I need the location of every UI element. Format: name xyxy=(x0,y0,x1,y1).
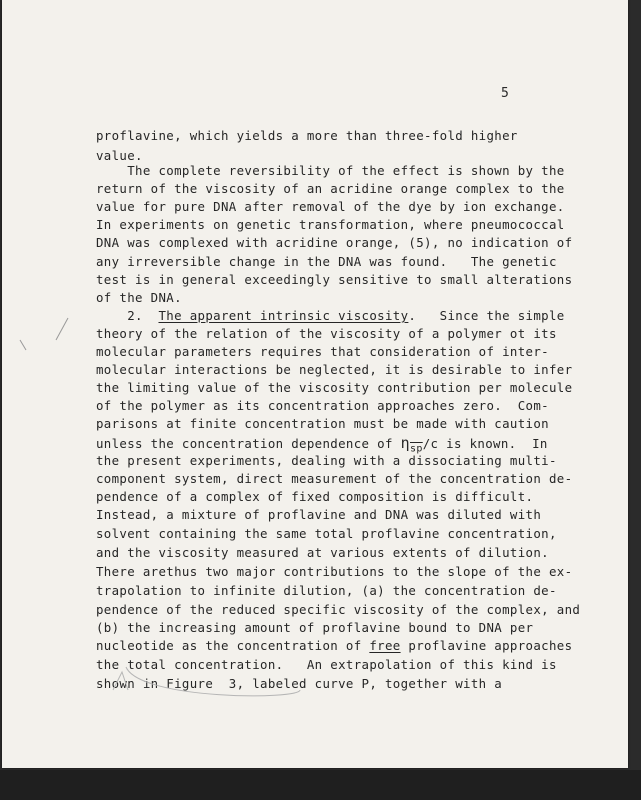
text-line: The complete reversibility of the effect is shown by the xyxy=(96,163,565,178)
text-line: pendence of the reduced specific viscosity of the complex, and xyxy=(96,602,581,617)
spec-text-after: /c is known. In xyxy=(422,436,548,451)
text-line: trapolation to infinite dilution, (a) the concentration de- xyxy=(96,583,557,598)
text-line xyxy=(96,640,572,652)
text-line: DNA was complexed with acridine orange, (5), no indication of xyxy=(96,235,573,250)
text-line: return of the viscosity of an acridine orange complex to the xyxy=(96,181,565,196)
text-line: of the DNA. xyxy=(96,290,182,305)
text-line: component system, direct measurement of the concentration de- xyxy=(96,471,573,486)
text-line: In experiments on genetic transformation, where pneumococcal xyxy=(96,217,565,232)
text-line xyxy=(96,436,548,454)
text-line: theory of the relation of the viscosity of a polymer ot its xyxy=(96,326,557,341)
text-line: value. xyxy=(96,148,143,163)
text-line: any irreversible change in the DNA was found. The genetic xyxy=(96,254,557,269)
text-line: solvent containing the same total proflavine concentration, xyxy=(96,526,557,541)
text-line: test is in general exceedingly sensitive to small alterations xyxy=(96,272,573,287)
text-line: (b) the increasing amount of proflavine bound to DNA per xyxy=(96,620,534,635)
text-line: proflavine, which yields a more than three-fold higher xyxy=(96,128,518,143)
free-word: free xyxy=(369,638,401,653)
text-line: the total concentration. An extrapolation of this kind is xyxy=(96,657,557,672)
text-line: Instead, a mixture of proflavine and DNA was diluted with xyxy=(96,507,542,522)
text-line: There arethus two major contributions to the slope of the ex- xyxy=(96,564,573,579)
spec-text-before: unless the concentration dependence of xyxy=(96,436,401,451)
section-number: 2. xyxy=(96,308,159,323)
text-line: shown in Figure 3, labeled curve P, together with a xyxy=(96,676,503,691)
text-line: the present experiments, dealing with a dissociating multi- xyxy=(96,453,557,468)
text-line xyxy=(96,310,565,322)
text-line: of the polymer as its concentration approaches zero. Com- xyxy=(96,398,549,413)
text-line: the limiting value of the viscosity contribution per molecule xyxy=(96,380,573,395)
text-line: molecular interactions be neglected, it is desirable to infer xyxy=(96,362,573,377)
text-line: molecular parameters requires that consideration of inter- xyxy=(96,344,549,359)
text-line: and the viscosity measured at various extents of dilution. xyxy=(96,545,549,560)
eta-subscript: sp xyxy=(409,443,423,455)
free-text-after: proflavine approaches xyxy=(400,638,573,653)
page-number: 5 xyxy=(501,86,510,101)
free-text-before: nucleotide as the concentration of xyxy=(96,638,370,653)
text-line: value for pure DNA after removal of the dye by ion exchange. xyxy=(96,199,565,214)
section-heading: The apparent intrinsic viscosity xyxy=(158,308,409,323)
eta-symbol: η xyxy=(400,434,410,452)
scan-bottom-strip xyxy=(0,770,641,800)
section-heading-rest: . Since the simple xyxy=(408,308,565,323)
text-line: pendence of a complex of fixed composition is difficult. xyxy=(96,489,534,504)
text-line: parisons at finite concentration must be made with caution xyxy=(96,416,549,431)
